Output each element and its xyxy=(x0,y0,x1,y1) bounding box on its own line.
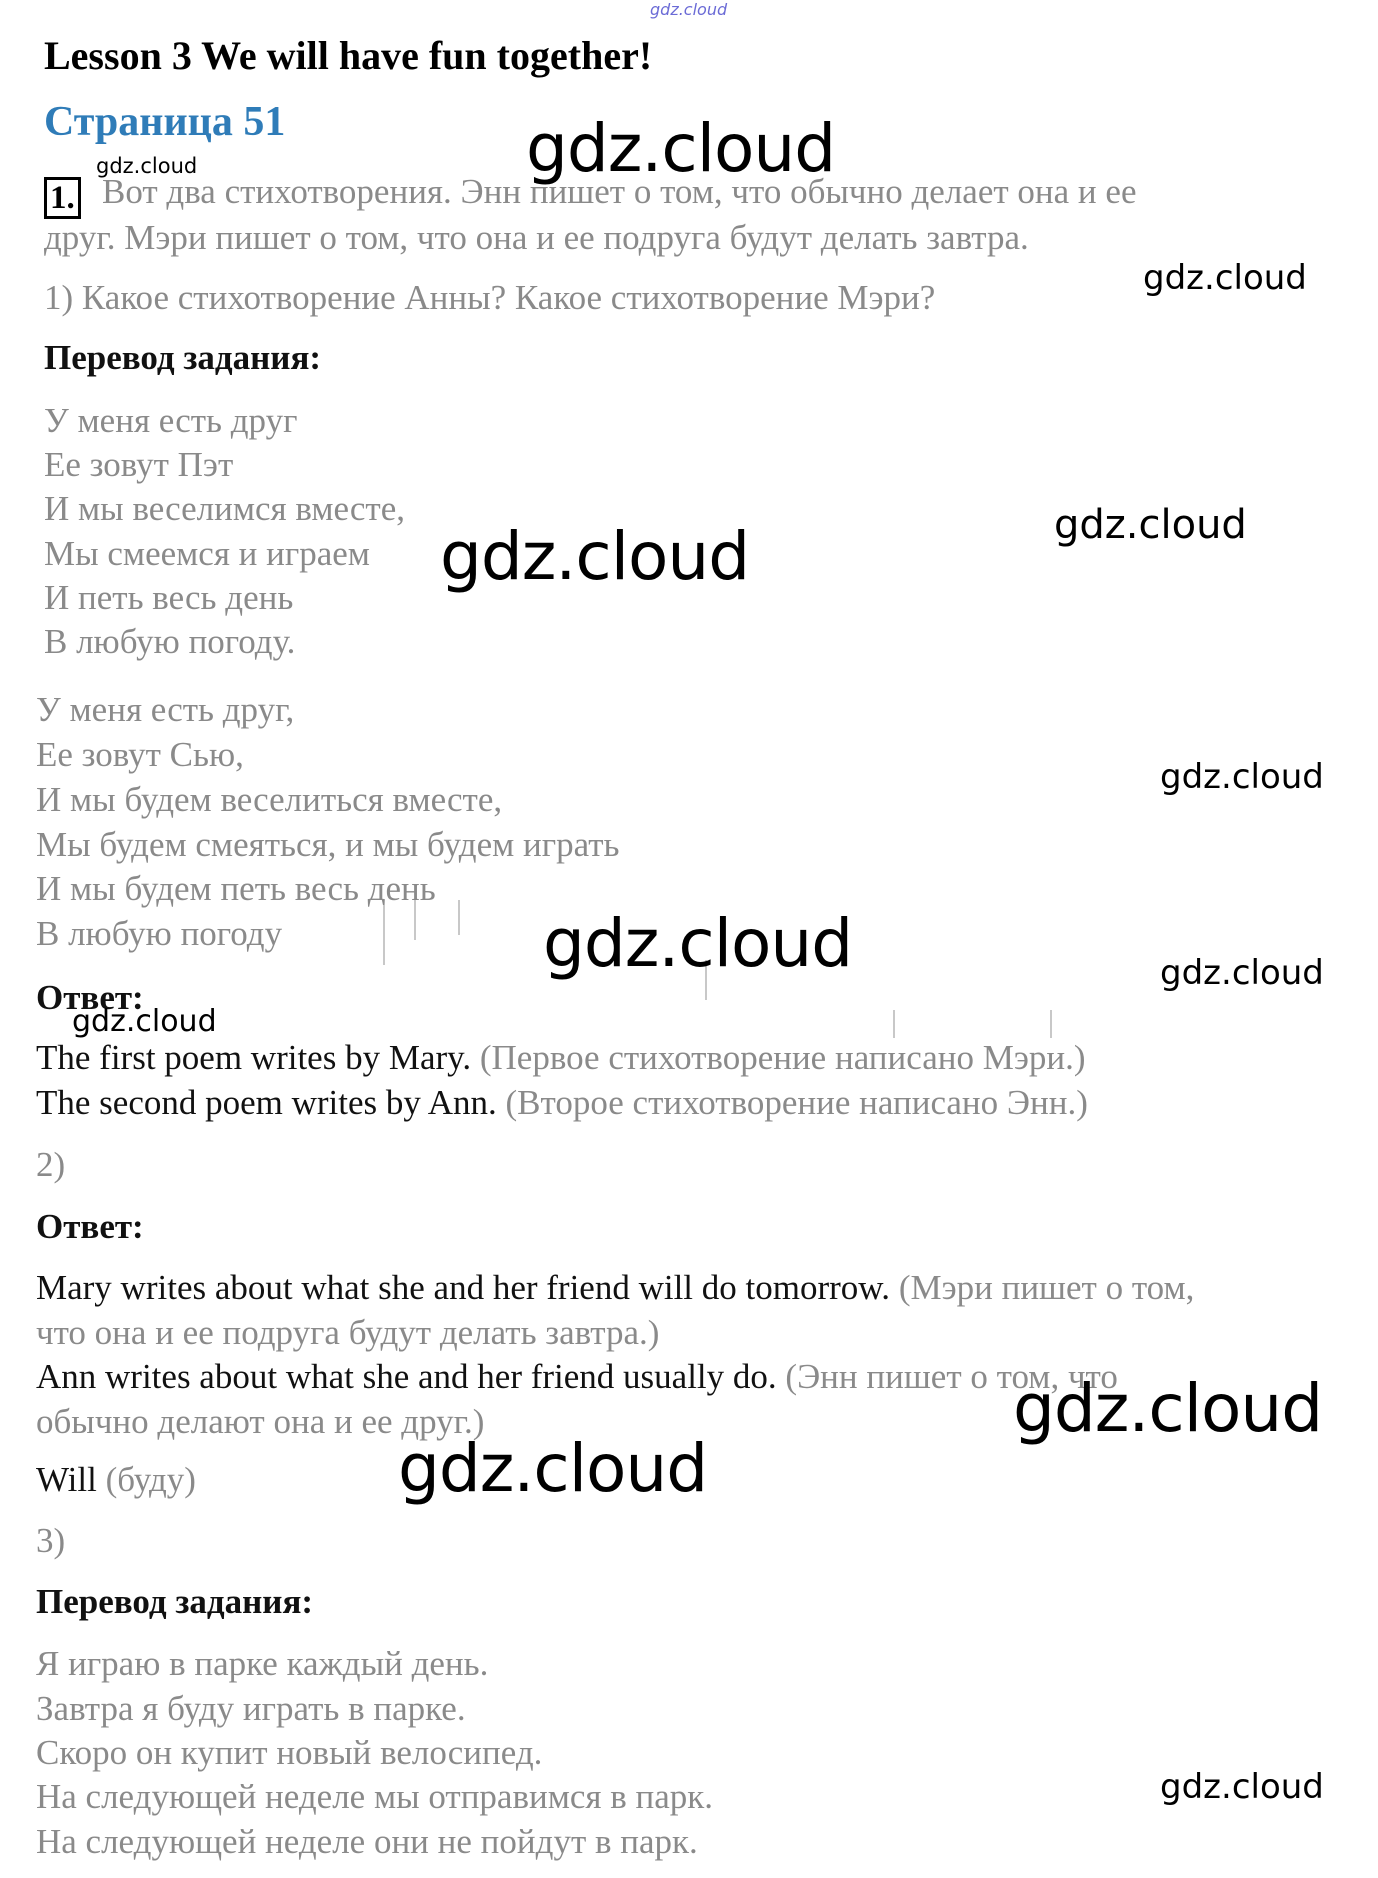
poem1-line: В любую погоду. xyxy=(44,622,296,661)
watermark-top: gdz.cloud xyxy=(650,0,728,19)
answer1-line2 xyxy=(36,1081,1088,1125)
watermark: gdz.cloud xyxy=(1160,953,1324,993)
watermark: gdz.cloud xyxy=(526,110,836,187)
scan-artifact xyxy=(893,1010,895,1038)
poem1-line: И мы веселимся вместе, xyxy=(44,489,405,528)
scan-artifact xyxy=(383,905,385,965)
question-2: 2) xyxy=(36,1145,66,1184)
exercise-intro-line2: друг. Мэри пишет о том, что она и ее подруга будут делать завтра. xyxy=(44,218,1029,257)
answer1-ru: (Первое стихотворение написано Мэри.) xyxy=(479,1038,1086,1077)
watermark: gdz.cloud xyxy=(1054,502,1247,548)
watermark: gdz.cloud xyxy=(72,1004,217,1039)
answer2-mary-ru-cont: что она и ее подруга будут делать завтра.) xyxy=(36,1313,660,1352)
answer2-ann-en: Ann writes about what she and her friend usually do. xyxy=(36,1357,777,1396)
answer1-ru: (Второе стихотворение написано Энн.) xyxy=(505,1083,1088,1122)
answer2-ann-ru-cont: обычно делают она и ее друг.) xyxy=(36,1402,485,1441)
poem2-line: И мы будем веселиться вместе, xyxy=(36,780,503,819)
answer2-mary-en: Mary writes about what she and her friend will do tomorrow. xyxy=(36,1268,891,1307)
poem1-line: Ее зовут Пэт xyxy=(44,445,234,484)
watermark: gdz.cloud xyxy=(96,154,198,178)
answer2-will-en: Will xyxy=(36,1460,97,1499)
watermark: gdz.cloud xyxy=(398,1430,708,1507)
watermark: gdz.cloud xyxy=(1143,258,1307,298)
translation3-line: На следующей неделе они не пойдут в парк. xyxy=(36,1822,698,1861)
poem2-line: Мы будем смеяться, и мы будем играть xyxy=(36,825,620,864)
answer-header: Ответ: xyxy=(36,978,144,1017)
watermark: gdz.cloud xyxy=(543,905,853,982)
translation3-line: Я играю в парке каждый день. xyxy=(36,1644,489,1683)
answer1-line1 xyxy=(36,1036,1086,1080)
answer1-en: The first poem writes by Mary. xyxy=(36,1038,472,1077)
answer2-will xyxy=(36,1458,196,1502)
answer2-will-ru: (буду) xyxy=(105,1460,196,1499)
watermark: gdz.cloud xyxy=(1160,757,1324,797)
translation3-line: Скоро он купит новый велосипед. xyxy=(36,1733,543,1772)
page-heading: Страница 51 xyxy=(44,99,286,145)
exercise-intro-line1: Вот два стихотворения. Энн пишет о том, что обычно делает она и ее xyxy=(102,172,1137,211)
lesson-title: Lesson 3 We will have fun together! xyxy=(44,33,653,78)
answer2-ann xyxy=(36,1355,1118,1399)
watermark: gdz.cloud xyxy=(1013,1370,1323,1447)
translation3-line: Завтра я буду играть в парке. xyxy=(36,1689,466,1728)
answer2-ann-ru: (Энн пишет о том, что xyxy=(785,1357,1118,1396)
question-1: 1) Какое стихотворение Анны? Какое стихотворение Мэри? xyxy=(44,278,936,317)
answer2-mary xyxy=(36,1266,1194,1310)
poem1-line: У меня есть друг xyxy=(44,401,298,440)
exercise-number: 1. xyxy=(44,177,81,219)
scan-artifact xyxy=(458,900,460,935)
poem2-line: У меня есть друг, xyxy=(36,690,295,729)
scan-artifact xyxy=(414,900,416,940)
translation3-line: На следующей неделе мы отправимся в парк. xyxy=(36,1777,714,1816)
answer2-mary-ru: (Мэри пишет о том, xyxy=(898,1268,1195,1307)
answer1-en: The second poem writes by Ann. xyxy=(36,1083,497,1122)
poem2-line: Ее зовут Сью, xyxy=(36,735,244,774)
watermark: gdz.cloud xyxy=(440,518,750,595)
poem1-line: Мы смеемся и играем xyxy=(44,534,370,573)
watermark: gdz.cloud xyxy=(1160,1767,1324,1807)
scan-artifact xyxy=(1050,1010,1052,1038)
translation-header: Перевод задания: xyxy=(36,1582,314,1621)
poem2-line: В любую погоду xyxy=(36,914,283,953)
poem1-line: И петь весь день xyxy=(44,578,294,617)
translation-header: Перевод задания: xyxy=(44,338,322,377)
answer-header: Ответ: xyxy=(36,1207,144,1246)
poem2-line: И мы будем петь весь день xyxy=(36,869,436,908)
question-3: 3) xyxy=(36,1521,66,1560)
